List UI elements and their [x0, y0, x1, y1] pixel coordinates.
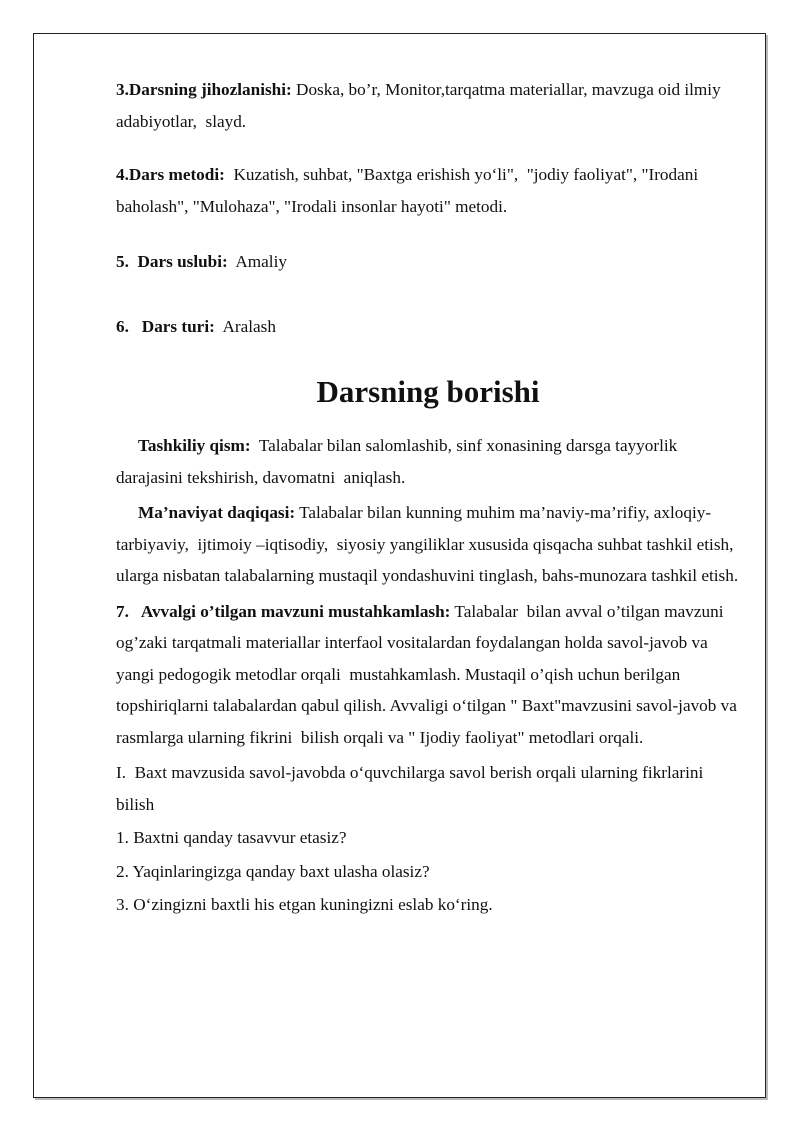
question-item: 1. Baxtni qanday tasavvur etasiz? — [116, 828, 347, 847]
section-style — [116, 246, 740, 278]
section-review-text: Talabalar bilan avval o’tilgan mavzuni og’zaki tarqatmali materiallar interfaol vositalardan foydalangan holda savol-javob va yangi pedogogik metodlar orqali mustahkamlash. Mustaqil o’qish uchun berilgan topshiriqlarni talabalardan qabul qilish. Avvaligi o‘tilgan " Baxt"mavzusini savol-javob va rasmlarga ularning fikrini bilish orqali va " Ijodiy faoliyat" metodlari orqali. — [116, 601, 746, 747]
section-style-text: Amaliy — [227, 252, 287, 271]
spirituality-minute — [116, 497, 740, 592]
organizational-part — [116, 430, 740, 493]
question-item: 2. Yaqinlaringizga qanday baxt ulasha olasiz? — [116, 861, 430, 881]
spirituality-minute-text: Talabalar bilan kunning muhim ma’naviy-ma’rifiy, axloqiy-tarbiyaviy, ijtimoiy –iqtisodiy, siyosiy yangiliklar xususida qisqacha suhbat tashkil etish, ularga nisbatan talabalarning mustaqil yondashuvini tinglash, bahs-munozara tashkil etish. — [116, 503, 739, 585]
section-type-text: Aralash — [214, 316, 276, 336]
section-method-text: Kuzatish, suhbat, "Baxtga erishish yo‘li", "jodiy faoliyat", "Irodani baholash", "Mulohaza", "Irodali insonlar hayoti" metodi. — [116, 165, 703, 216]
section-equipment — [116, 74, 740, 137]
section-review — [116, 596, 746, 754]
part-one: I. Baxt mavzusida savol-javobda o‘quvchilarga savol berish orqali ularning fikrlarini bilish — [116, 763, 708, 814]
section-method — [116, 159, 740, 222]
section-review-label: 7. Avvalgi o’tilgan mavzuni mustahkamlash: — [116, 601, 451, 621]
section-method-label: 4.Dars metodi: — [116, 165, 225, 184]
organizational-part-label: Tashkiliy qism: — [138, 436, 251, 455]
section-type — [116, 311, 740, 343]
section-equipment-label: 3.Darsning jihozlanishi: — [116, 80, 292, 99]
document-body — [116, 74, 746, 921]
spirituality-minute-label: Ma’naviyat daqiqasi: — [138, 503, 296, 522]
section-style-label: 5. Dars uslubi: — [116, 252, 228, 271]
question-item: 3. O‘zingizni baxtli his etgan kuningizni eslab ko‘ring. — [116, 895, 493, 914]
section-heading: Darsning borishi — [316, 374, 540, 409]
organizational-part-text: Talabalar bilan salomlashib, sinf xonasining darsga tayyorlik darajasini tekshirish, davomatni aniqlash. — [116, 436, 682, 487]
section-type-label: 6. Dars turi: — [116, 316, 215, 336]
section-equipment-text: Doska, bo’r, Monitor,tarqatma materiallar, mavzuga oid ilmiy adabiyotlar, slayd. — [116, 80, 725, 131]
